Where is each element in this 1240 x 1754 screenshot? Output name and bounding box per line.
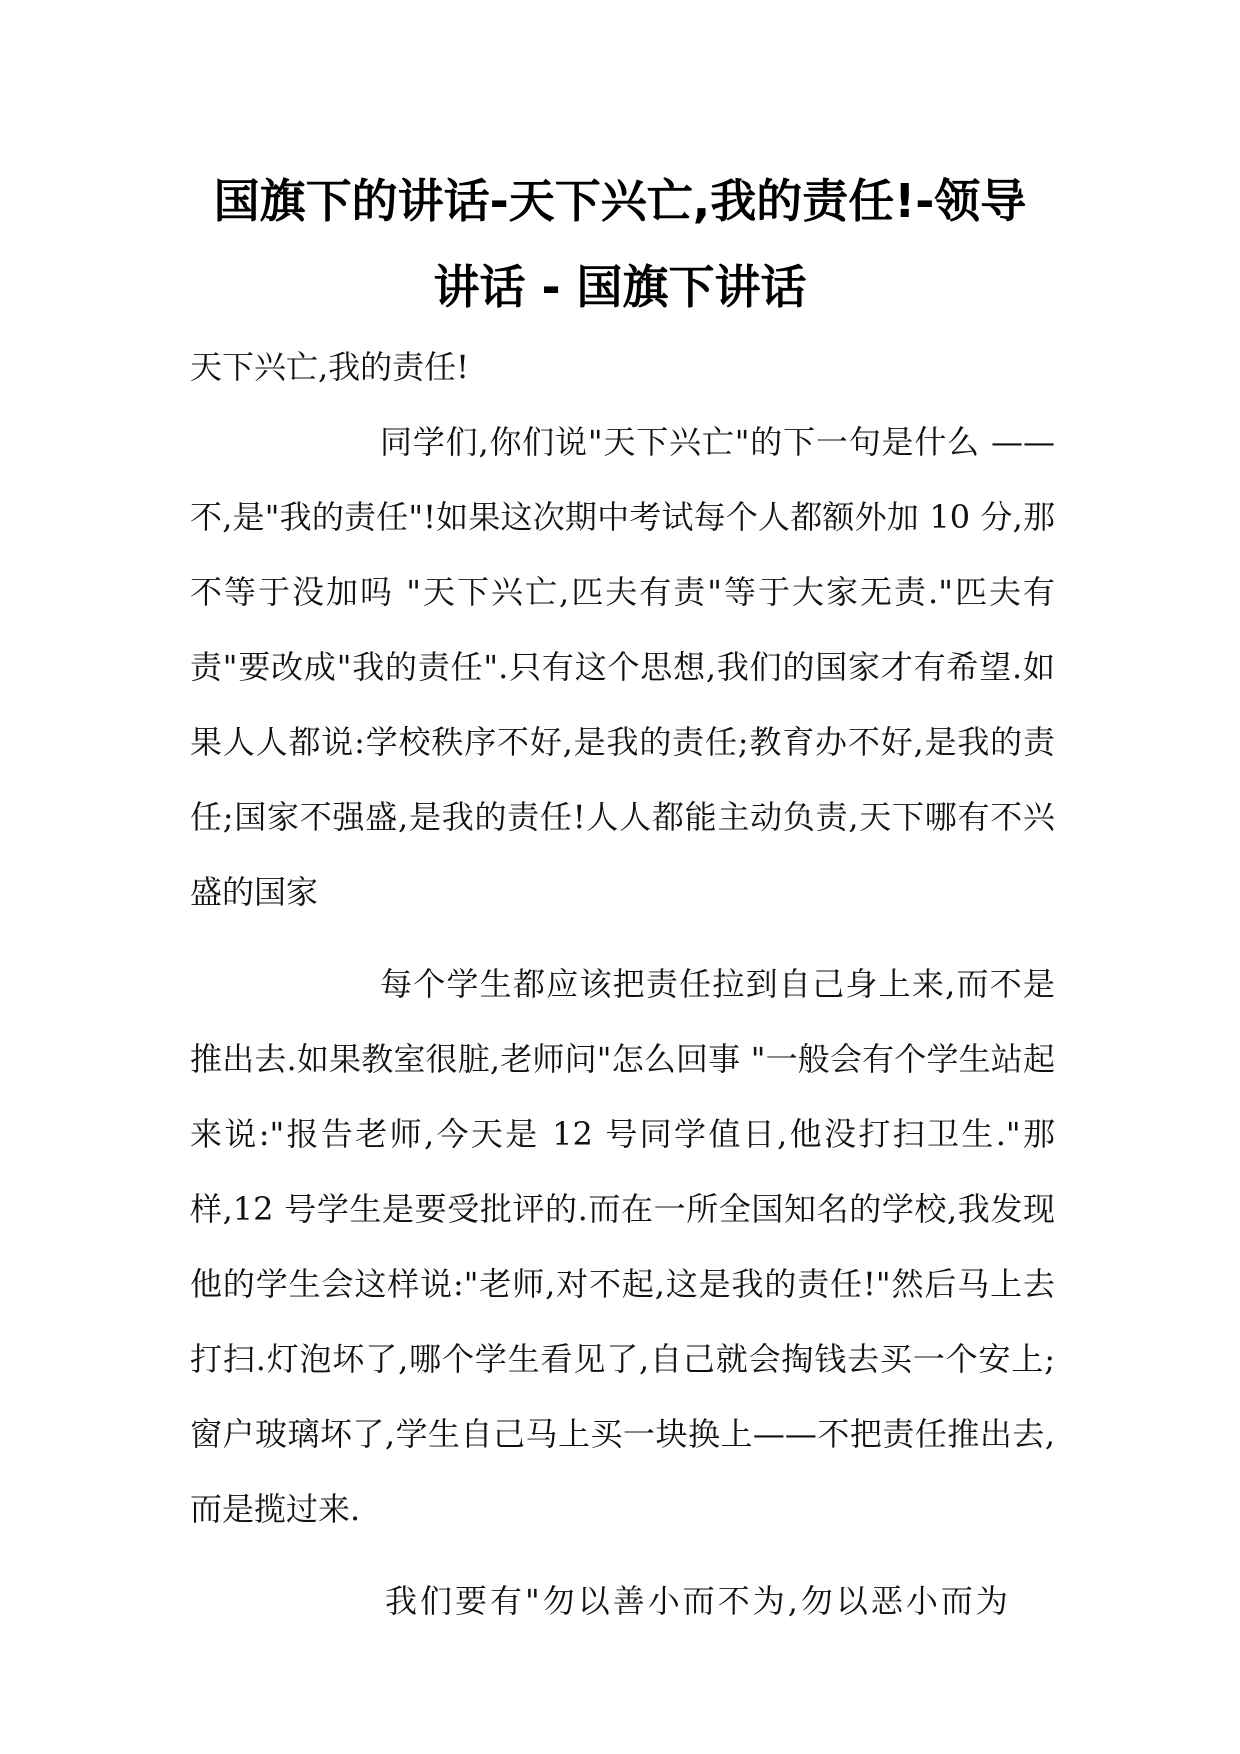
document-title [150,158,1090,330]
title-line-2: 讲话 - 国旗下讲话 [433,260,807,314]
paragraph-1: 同学们,你们说"天下兴亡"的下一句是什么 ——不,是"我的责任"!如果这次期中考试每个人都额外加 10 分,那不等于没加吗 "天下兴亡,匹夫有责"等于大家无责."匹夫有责"要改成"我的责任".只有这个思想,我们的国家才有希望.如果人人都说:学校秩序不好,是我的责任;教育办不好,是我的责任;国家不强盛,是我的责任!人人都能主动负责,天下哪有不兴盛的国家 [190,423,1055,911]
section-heading: 天下兴亡,我的责任! [190,348,470,386]
paragraph-2: 每个学生都应该把责任拉到自己身上来,而不是推出去.如果教室很脏,老师问"怎么回事 "一般会有个学生站起来说:"报告老师,今天是 12 号同学值日,他没打扫卫生."那样,12 号学生是要受批评的.而在一所全国知名的学校,我发现他的学生会这样说:"老师,对不起,这是我的责任!"然后马上去打扫.灯泡坏了,哪个学生看见了,自己就会掏钱去买一个安上;窗户玻璃坏了,学生自己马上买一块换上——不把责任推出去,而是揽过来. [190,965,1055,1528]
document-body [190,330,1055,1639]
paragraph-3: 我们要有"勿以善小而不为,勿以恶小而为 [385,1582,1011,1620]
title-line-1: 国旗下的讲话-天下兴亡,我的责任!-领导 [213,174,1027,228]
